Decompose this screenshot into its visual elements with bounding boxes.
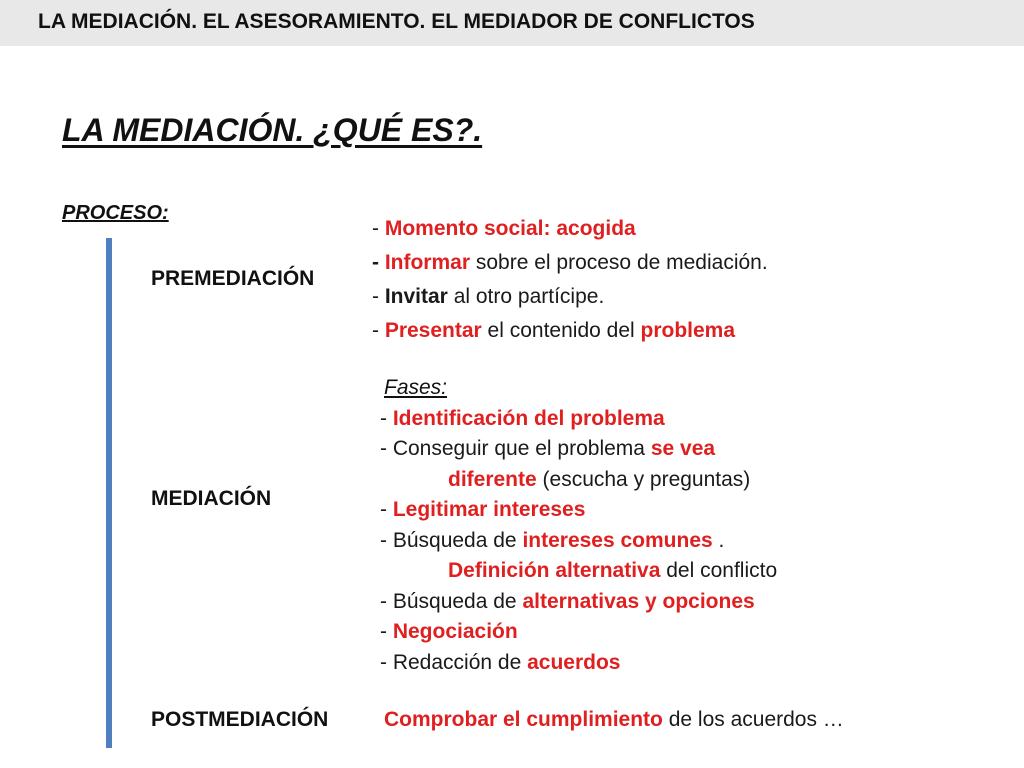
list-item (380, 587, 777, 618)
item-bold: Invitar (384, 285, 448, 308)
premediacion-list (372, 212, 768, 348)
phase-mediacion: MEDIACIÓN (151, 487, 272, 510)
dash: - (380, 406, 393, 430)
process-label: PROCESO: (62, 202, 169, 224)
fases-label-item (380, 373, 777, 404)
dash: - (380, 528, 393, 552)
item-pre: Conseguir que el problema (392, 437, 651, 460)
list-item (380, 617, 777, 648)
dash: - (380, 498, 393, 521)
dash: - (380, 620, 393, 643)
list-item (380, 526, 777, 557)
list-item (372, 212, 768, 246)
item-pre: Búsqueda de (392, 528, 523, 552)
item-red: Definición alternativa (448, 559, 661, 582)
item-red: acuerdos (527, 650, 621, 674)
list-item (380, 434, 777, 465)
main-title: LA MEDIACIÓN. ¿QUÉ ES?. (62, 112, 483, 148)
dash: - (380, 437, 393, 460)
phase-postmediacion: POSTMEDIACIÓN (151, 708, 329, 731)
list-item-continuation (380, 556, 777, 587)
list-item (380, 648, 777, 679)
list-item (380, 404, 777, 435)
item-red: Momento social: acogida (384, 217, 636, 240)
list-item (372, 280, 768, 314)
item-red: Negociación (392, 620, 518, 643)
list-item (372, 314, 768, 348)
item-red-2: problema (640, 319, 736, 342)
item-rest: . (712, 528, 725, 552)
item-red: alternativas y opciones (522, 589, 755, 613)
item-red: Legitimar intereses (392, 498, 586, 521)
timeline-bar (106, 238, 112, 748)
fases-label: Fases: (384, 376, 448, 399)
item-rest: el contenido del (481, 319, 641, 342)
item-pre: Redacción de (392, 650, 528, 674)
item-red: Identificación del problema (392, 406, 665, 430)
item-rest: de los acuerdos … (662, 708, 844, 731)
dash: - (372, 285, 385, 308)
dash: - (380, 650, 393, 674)
item-red: Presentar (384, 319, 482, 342)
item-red: Comprobar el cumplimiento (384, 708, 663, 731)
dash: - (380, 589, 393, 613)
item-rest: sobre el proceso de mediación. (470, 251, 768, 274)
dash: - (372, 251, 385, 274)
mediacion-list (380, 373, 777, 678)
list-item-continuation (380, 465, 777, 496)
item-rest: (escucha y preguntas) (536, 467, 751, 491)
item-red: Informar (384, 251, 471, 274)
item-rest: del conflicto (660, 559, 778, 582)
postmediacion-text (384, 708, 844, 732)
phase-premediacion: PREMEDIACIÓN (151, 267, 315, 290)
item-red: intereses comunes (522, 528, 713, 552)
item-pre: Búsqueda de (392, 589, 523, 613)
dash: - (372, 319, 385, 342)
dash: - (372, 217, 385, 240)
list-item (372, 246, 768, 280)
item-red: diferente (448, 467, 537, 491)
slide-header-title: LA MEDIACIÓN. EL ASESORAMIENTO. EL MEDIADOR DE CONFLICTOS (38, 10, 755, 33)
item-rest: al otro partícipe. (447, 285, 605, 308)
item-red: se vea (650, 437, 716, 460)
list-item (380, 495, 777, 526)
